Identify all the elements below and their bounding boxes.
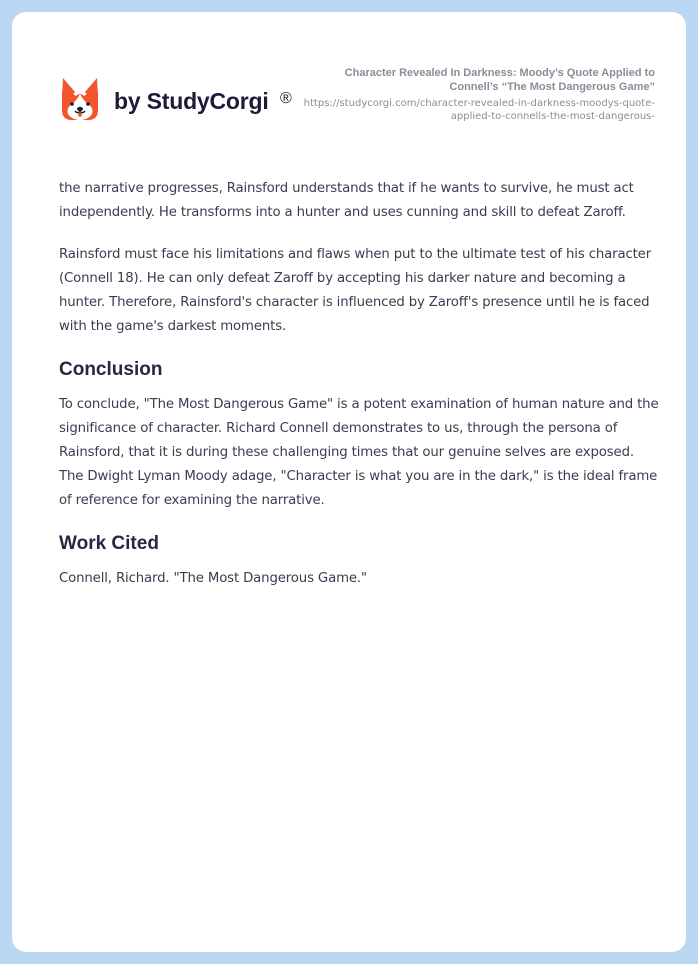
body-paragraph: the narrative progresses, Rainsford understands that if he wants to survive, he must act independently. He transforms into a hunter and uses cunning and skill to defeat Zaroff. [59, 181, 634, 220]
document-page [12, 12, 686, 952]
document-url[interactable]: https://studycorgi.com/character-revealed-in-darkness-moodys-quote-applied-to-connells-the-most-dangerous- [303, 98, 655, 122]
page-header [12, 12, 686, 152]
corgi-logo-icon [60, 76, 100, 122]
document-body [59, 177, 659, 609]
works-cited-entry: Connell, Richard. "The Most Dangerous Game." [59, 571, 367, 586]
conclusion-heading: Conclusion [59, 359, 163, 380]
brand-name: by StudyCorgi [114, 87, 269, 114]
registered-mark: ® [280, 90, 292, 107]
conclusion-paragraph: To conclude, "The Most Dangerous Game" is a potent examination of human nature and the significance of character. Richard Connell demonstrates to us, through the persona of Rainsford, that it is during these challenging times that our genuine selves are exposed. The Dwight Lyman Moody adage, "Character is what you are in the dark," is the ideal frame of reference for examining the narrative. [59, 397, 659, 508]
studycorgi-logo[interactable] [60, 76, 269, 122]
document-meta [295, 66, 655, 123]
document-title: Character Revealed In Darkness: Moody’s Quote Applied to Connell’s “The Most Dangerous Game” [344, 67, 655, 93]
body-paragraph: Rainsford must face his limitations and flaws when put to the ultimate test of his character (Connell 18). He can only defeat Zaroff by accepting his darker nature and becoming a hunter. Therefore, Rainsford's character is influenced by Zaroff's presence until he is faced with the game's darkest moments. [59, 247, 652, 334]
works-cited-heading: Work Cited [59, 533, 159, 554]
